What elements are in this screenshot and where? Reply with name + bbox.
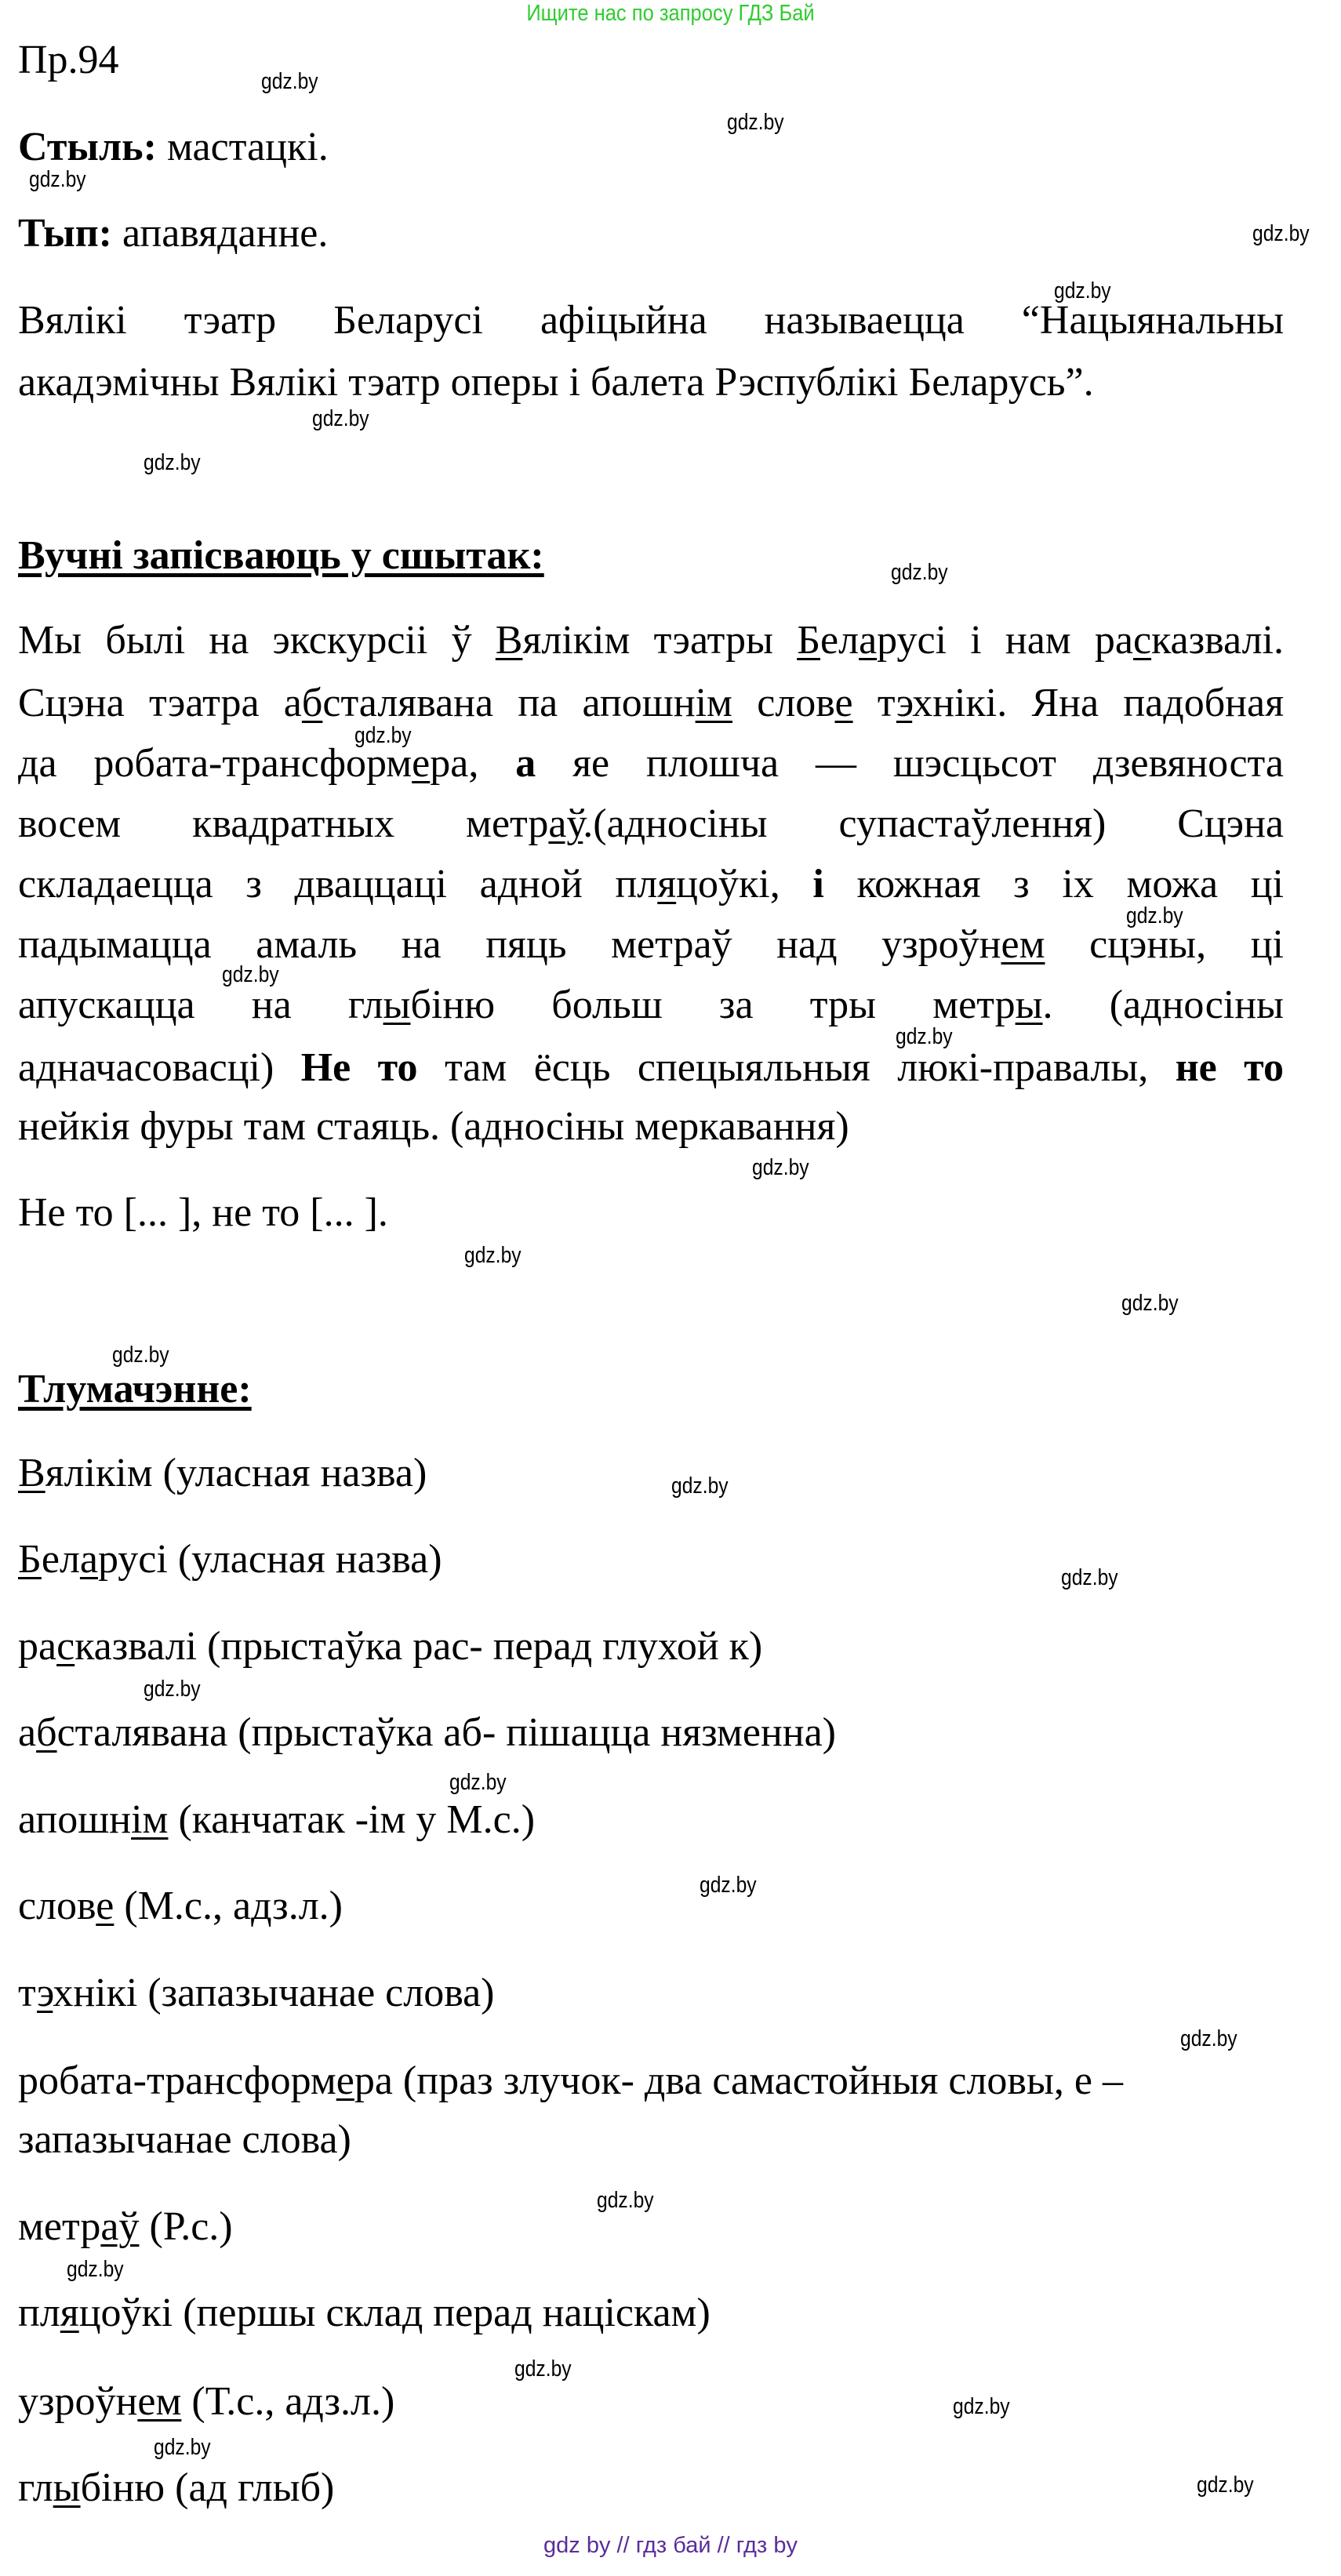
underlined-letter: э — [896, 681, 913, 725]
text-segment: біню (ад глыб) — [80, 2465, 335, 2510]
type-label: Тып: — [18, 211, 112, 256]
underlined-letter: ім — [695, 681, 732, 725]
sentence-scheme: Не то [... ], не то [... ]. — [18, 1190, 388, 1235]
notebook-line — [18, 1045, 1284, 1092]
underlined-letter: В — [495, 618, 523, 663]
watermark: gdz.by — [354, 723, 412, 749]
watermark: gdz.by — [514, 2356, 572, 2382]
underlined-letter: б — [301, 681, 323, 725]
explanation-item — [18, 1883, 343, 1930]
watermark: gdz.by — [112, 1342, 170, 1368]
text-segment: нейкія фуры там стаяць. (адносіны меркавання) — [18, 1104, 849, 1149]
underlined-letter: В — [18, 1451, 45, 1495]
text-segment: (канчатак -ім у М.с.) — [168, 1797, 536, 1842]
underlined-letter: с — [1132, 618, 1152, 663]
watermark: gdz.by — [144, 450, 201, 476]
underlined-letter: а — [859, 618, 878, 663]
watermark: gdz.by — [449, 1769, 507, 1795]
explanation-item — [18, 2058, 1123, 2105]
bold-word: не то — [1175, 1045, 1285, 1090]
watermark: gdz.by — [29, 167, 86, 193]
underlined-letter: аў — [548, 801, 583, 846]
text-segment: Сцэна тэатра а — [18, 681, 302, 725]
text-segment: т — [18, 1971, 38, 2015]
explanation-heading: Тлумачэнне: — [18, 1367, 252, 1412]
explanation-item — [18, 1536, 442, 1583]
text-segment: (Т.с., адз.л.) — [181, 2379, 395, 2424]
bold-word: а — [515, 741, 536, 786]
footer-links[interactable]: gdz by // гдз бай // гдз by — [543, 2533, 798, 2558]
text-segment: слов — [18, 1884, 96, 1928]
text-segment: . (адносіны — [1042, 983, 1284, 1027]
underlined-letter: ы — [1015, 983, 1043, 1027]
underlined-letter: е — [412, 741, 431, 786]
explanation-item — [18, 1450, 427, 1497]
text-segment: ра — [18, 1624, 57, 1669]
watermark: gdz.by — [463, 1243, 522, 1269]
watermark: gdz.by — [1060, 1565, 1118, 1591]
text-segment: сцэны, ці — [1045, 922, 1284, 967]
text-segment: ел — [820, 618, 859, 663]
watermark: gdz.by — [1179, 2026, 1237, 2051]
underlined-letter: э — [37, 1971, 53, 2015]
text-segment: цоўкі, — [676, 862, 813, 907]
underlined-letter: ем — [137, 2379, 182, 2424]
text-segment: русі (уласная назва) — [97, 1537, 442, 1582]
underlined-letter: б — [36, 1710, 57, 1755]
watermark: gdz.by — [953, 2394, 1010, 2420]
text-segment: .(адносіны супастаўлення) Сцэна — [583, 801, 1284, 846]
text-segment: ра, — [430, 741, 516, 786]
underlined-letter: е — [834, 681, 853, 725]
watermark: gdz.by — [1054, 278, 1111, 304]
explanation-item — [18, 1709, 836, 1757]
text-segment: адначасовасці) — [18, 1045, 301, 1090]
watermark: gdz.by — [896, 1023, 953, 1049]
text-segment: яе плошча — шэсцьсот дзевяноста — [536, 741, 1284, 786]
text-segment: ялікім тэатры — [522, 618, 798, 663]
watermark: gdz.by — [261, 69, 318, 95]
text-segment: робата-трансформ — [18, 2058, 336, 2103]
type-value: апавяданне. — [111, 211, 329, 256]
notebook-line — [18, 982, 1284, 1029]
search-banner-link[interactable]: Ищите нас по запросу ГДЗ Бай — [526, 1, 815, 26]
watermark: gdz.by — [699, 1873, 757, 1898]
watermark: gdz.by — [311, 405, 369, 431]
watermark: gdz.by — [67, 2256, 124, 2282]
text-segment: ялікім (уласная назва) — [45, 1451, 427, 1495]
notebook-line — [18, 921, 1284, 968]
text-segment: біню больш за тры метр — [410, 983, 1016, 1027]
text-segment: пл — [18, 2291, 60, 2335]
watermark: gdz.by — [222, 961, 279, 987]
underlined-letter: а — [79, 1537, 98, 1582]
text-segment: слов — [732, 681, 835, 725]
text-segment: а — [18, 1710, 37, 1755]
explanation-item — [18, 1970, 494, 2017]
watermark: gdz.by — [596, 2188, 654, 2214]
watermark: gdz.by — [1196, 2472, 1254, 2498]
text-segment: там ёсць спецыяльныя люкі-правалы, — [417, 1045, 1176, 1090]
explanation-item — [18, 2204, 233, 2251]
style-value: мастацкі. — [157, 125, 329, 169]
underlined-letter: я — [60, 2291, 79, 2335]
watermark: gdz.by — [1126, 903, 1183, 928]
explanation-item — [18, 2116, 351, 2164]
explanation-item — [18, 2378, 394, 2425]
notebook-line — [18, 1103, 849, 1150]
underlined-letter: ем — [1001, 922, 1045, 967]
text-segment: да робата-трансформ — [18, 741, 412, 786]
underlined-letter: ы — [53, 2465, 81, 2510]
text-segment: цоўкі (першы склад перад націскам) — [78, 2291, 710, 2335]
notebook-line — [18, 617, 1284, 664]
explanation-item — [18, 1623, 762, 1670]
underlined-letter: с — [56, 1624, 75, 1669]
text-segment: казвалі (прыстаўка рас- перад глухой к) — [74, 1624, 763, 1669]
watermark: gdz.by — [751, 1154, 809, 1180]
text-segment: апускацца на гл — [18, 983, 383, 1027]
intro-line: Вялікі тэатр Беларусі афіцыйна называецца “Нацыянальны — [18, 298, 1284, 343]
text-segment: апошн — [18, 1797, 132, 1842]
text-segment: кожная з іх можа ці — [823, 862, 1285, 907]
underlined-letter: ы — [383, 983, 411, 1027]
text-segment: восем квадратных метр — [18, 801, 549, 846]
bold-word: і — [812, 862, 824, 907]
bold-word: Не то — [300, 1045, 418, 1090]
watermark: gdz.by — [671, 1473, 729, 1499]
notebook-line — [18, 680, 1284, 727]
text-segment: хнікі. Яна падобная — [912, 681, 1284, 725]
notebook-line — [18, 801, 1284, 848]
text-segment: падымацца амаль на пяць метраў над узроўн — [18, 922, 1001, 967]
text-segment: (М.с., адз.л.) — [114, 1884, 343, 1928]
type-line — [18, 210, 328, 257]
text-segment: русі і нам ра — [877, 618, 1133, 663]
text-segment: (Р.с.) — [139, 2204, 233, 2249]
watermark: gdz.by — [153, 2435, 211, 2461]
explanation-item — [18, 2465, 334, 2512]
explanation-item — [18, 2290, 710, 2337]
text-segment: ра (праз злучок- два самастойныя словы, е – — [354, 2058, 1123, 2103]
underlined-letter: Б — [18, 1537, 42, 1582]
exercise-title: Пр.94 — [18, 38, 119, 82]
text-segment: сталявана па апошн — [322, 681, 696, 725]
watermark: gdz.by — [890, 559, 948, 585]
text-segment: узроўн — [18, 2379, 138, 2424]
text-segment: метр — [18, 2204, 101, 2249]
underlined-letter: Б — [797, 618, 821, 663]
underlined-letter: ім — [131, 1797, 169, 1842]
notebook-line — [18, 861, 1284, 908]
text-segment: казвалі. — [1151, 618, 1284, 663]
style-label: Стыль: — [18, 125, 157, 169]
text-segment: т — [852, 681, 896, 725]
notebook-heading: Вучні запісваюць у сшытак: — [18, 533, 544, 578]
text-segment: запазычанае слова) — [18, 2117, 351, 2162]
explanation-item — [18, 1797, 535, 1844]
text-segment: сталявана (прыстаўка аб- пішацца нязменна) — [56, 1710, 836, 1755]
style-line — [18, 124, 329, 171]
watermark: gdz.by — [1252, 221, 1310, 247]
underlined-letter: я — [657, 862, 677, 907]
watermark: gdz.by — [144, 1676, 201, 1702]
watermark: gdz.by — [1121, 1290, 1179, 1316]
text-segment: хнікі (запазычанае слова) — [53, 1971, 495, 2015]
underlined-letter: аў — [100, 2204, 140, 2249]
text-segment: складаецца з дваццаці адной пл — [18, 862, 658, 907]
text-segment: гл — [18, 2465, 53, 2510]
text-segment: ел — [41, 1537, 80, 1582]
intro-line: акадэмічны Вялікі тэатр оперы і балета Рэспублікі Беларусь”. — [18, 360, 1094, 405]
underlined-letter: е — [336, 2058, 354, 2103]
notebook-line — [18, 740, 1284, 787]
watermark: gdz.by — [727, 110, 784, 136]
text-segment: Мы былі на экскурсіі ў — [18, 618, 496, 663]
underlined-letter: е — [96, 1884, 114, 1928]
